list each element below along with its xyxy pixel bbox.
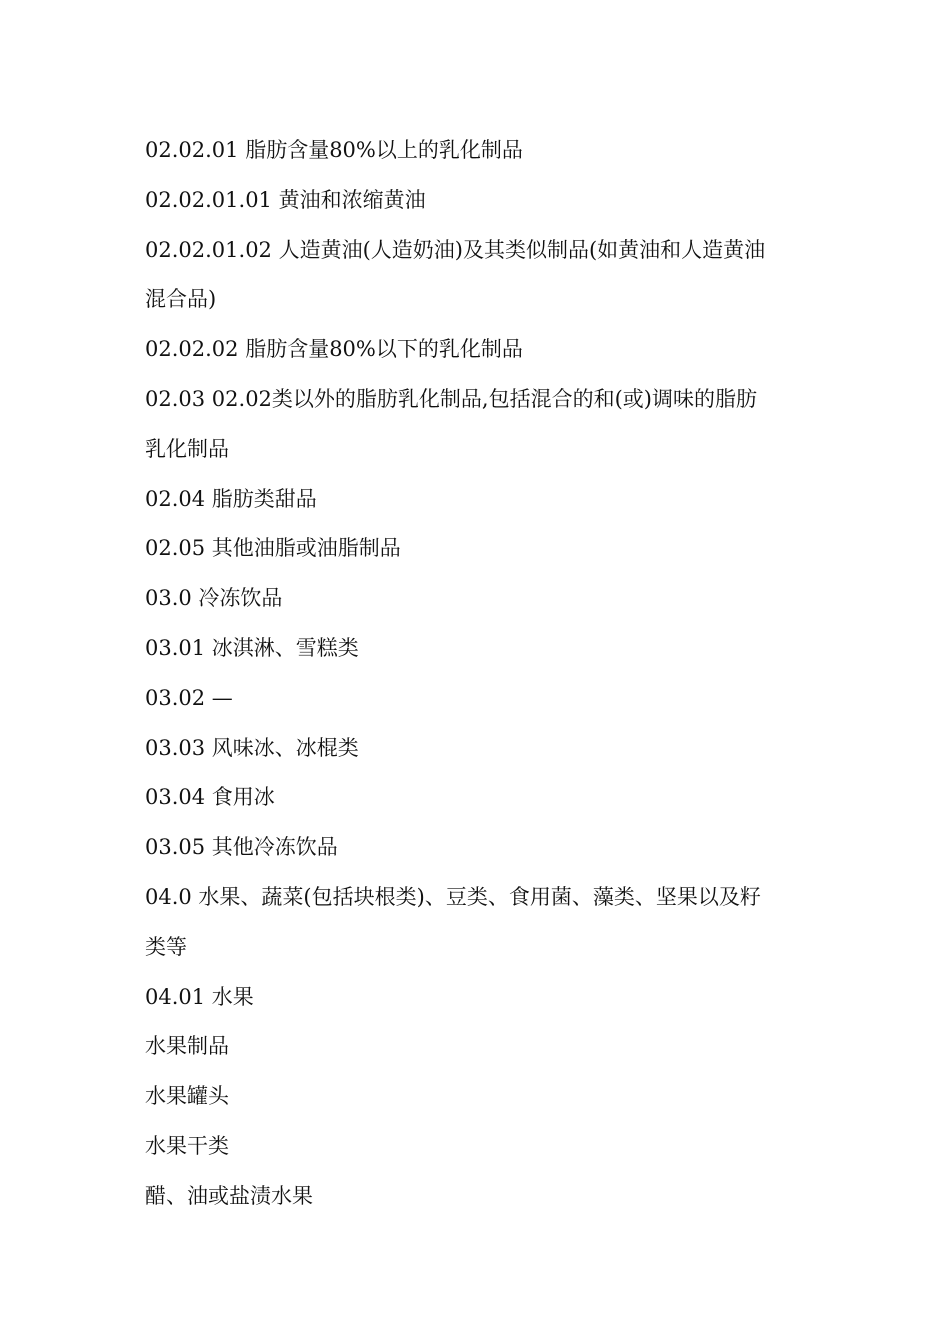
text-line: 混合品) (145, 287, 217, 312)
text-line: 03.03 风味冰、冰棍类 (145, 735, 359, 760)
text-line: 04.0 水果、蔬菜(包括块根类)、豆类、食用菌、藻类、坚果以及籽 (145, 884, 761, 909)
text-line: 02.02.01 脂肪含量80%以上的乳化制品 (145, 138, 523, 162)
text-line: 03.02 — (145, 685, 233, 710)
document-body (145, 126, 815, 1222)
text-line: 02.02.01.02 人造黄油(人造奶油)及其类似制品(如黄油和人造黄油 (145, 237, 766, 262)
text-line: 02.02.01.01 黄油和浓缩黄油 (145, 187, 426, 212)
text-line: 02.02.02 脂肪含量80%以下的乳化制品 (145, 337, 523, 362)
text-line: 乳化制品 (145, 436, 229, 461)
text-line: 02.04 脂肪类甜品 (145, 486, 317, 511)
text-line: 水果制品 (145, 1034, 229, 1059)
text-line: 水果罐头 (145, 1084, 229, 1109)
text-line: 03.05 其他冷冻饮品 (145, 835, 338, 860)
text-line: 03.04 食用冰 (145, 785, 275, 810)
text-line: 03.01 冰淇淋、雪糕类 (145, 635, 359, 660)
text-line: 醋、油或盐渍水果 (145, 1183, 313, 1208)
text-line: 类等 (145, 934, 187, 959)
text-line: 02.05 其他油脂或油脂制品 (145, 536, 401, 561)
text-line: 02.03 02.02类以外的脂肪乳化制品,包括混合的和(或)调味的脂肪 (145, 386, 757, 411)
text-line: 水果干类 (145, 1133, 229, 1158)
text-line: 04.01 水果 (145, 984, 254, 1009)
text-line: 03.0 冷冻饮品 (145, 586, 283, 611)
